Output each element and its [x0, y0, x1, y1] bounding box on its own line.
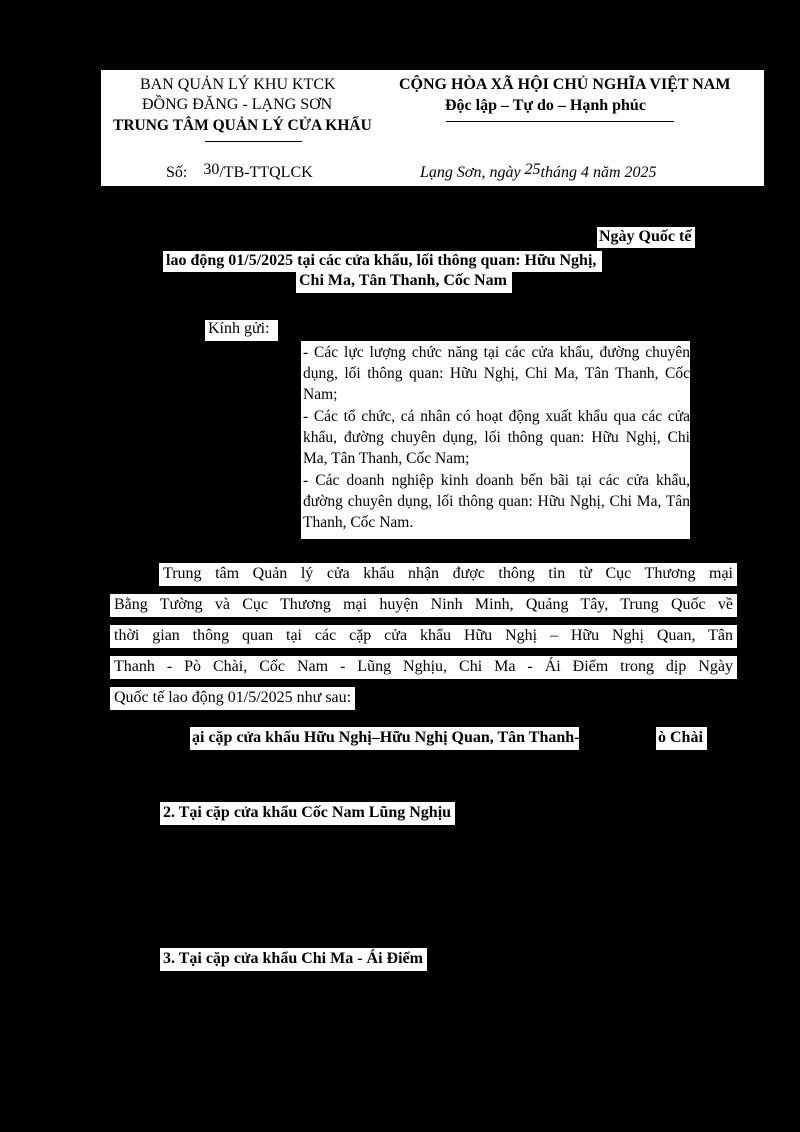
- recipient-item: - Các doanh nghiệp kinh doanh bến bãi tại các cửa khẩu, đường chuyên dụng, lối thông quan: Hữu Nghị, Chi Ma, Tân Thanh, Cốc Nam.: [303, 472, 690, 531]
- title-line1: Ngày Quốc tế: [597, 227, 695, 248]
- date-prefix: Lạng Sơn, ngày: [420, 164, 521, 181]
- recipients-label: Kính gửi:: [205, 320, 278, 341]
- recipient-item: - Các lực lượng chức năng tại các cửa khẩu, đường chuyên dụng, lối thông quan: Hữu Nghị, Chi Ma, Tân Thanh, Cốc Nam;: [303, 344, 690, 403]
- section-2-heading: 2. Tại cặp cửa khẩu Cốc Nam Lũng Nghịu: [160, 802, 455, 825]
- date-day: 25: [524, 161, 541, 178]
- org-name-line2: ĐỒNG ĐĂNG - LẠNG SƠN: [142, 96, 333, 113]
- nation-title: CỘNG HÒA XÃ HỘI CHỦ NGHĨA VIỆT NAM: [399, 76, 731, 93]
- doc-number-label: Số:: [166, 164, 188, 181]
- recipients-list: [301, 341, 690, 539]
- section-1-heading-end: ò Chài: [656, 727, 707, 750]
- title-line3: Chi Ma, Tân Thanh, Cốc Nam: [296, 271, 512, 293]
- date-suffix: tháng 4 năm 2025: [540, 164, 657, 181]
- section-3-heading: 3. Tại cặp cửa khẩu Chi Ma - Ái Điểm: [160, 948, 427, 971]
- doc-number-value: 30: [203, 161, 220, 178]
- body-line: Trung tâm Quản lý cửa khẩu nhận được thông tin từ Cục Thương mại: [159, 563, 737, 586]
- body-line: thời gian thông quan tại các cặp cửa khẩu Hữu Nghị – Hữu Nghị Quan, Tân: [110, 625, 737, 648]
- body-line: Bằng Tường và Cục Thương mại huyện Ninh Minh, Quảng Tây, Trung Quốc về: [110, 594, 737, 617]
- body-line: Thanh - Pò Chài, Cốc Nam - Lũng Nghịu, Chi Ma - Ái Điểm trong dịp Ngày: [110, 656, 737, 679]
- motto-underline: [446, 121, 674, 122]
- document-number: [166, 161, 313, 182]
- org-name-line3: TRUNG TÂM QUẢN LÝ CỬA KHẨU: [113, 117, 372, 134]
- org-name-line1: BAN QUẢN LÝ KHU KTCK: [140, 76, 336, 93]
- nation-motto: Độc lập – Tự do – Hạnh phúc: [445, 97, 646, 114]
- section-1-heading: ại cặp cửa khẩu Hữu Nghị–Hữu Nghị Quan, Tân Thanh-: [190, 727, 579, 750]
- body-line: Quốc tế lao động 01/5/2025 như sau:: [110, 687, 355, 710]
- recipient-item: - Các tổ chức, cá nhân có hoạt động xuất khẩu qua các cửa khẩu, đường chuyên dụng, lối thông quan: Hữu Nghị, Chi Ma, Tân Thanh, Cốc Nam;: [303, 408, 690, 467]
- document-date: [420, 161, 657, 182]
- doc-code: /TB-TTQLCK: [219, 164, 313, 181]
- org-underline: [205, 141, 302, 142]
- title-line2: lao động 01/5/2025 tại các cửa khẩu, lối thông quan: Hữu Nghị,: [163, 251, 602, 272]
